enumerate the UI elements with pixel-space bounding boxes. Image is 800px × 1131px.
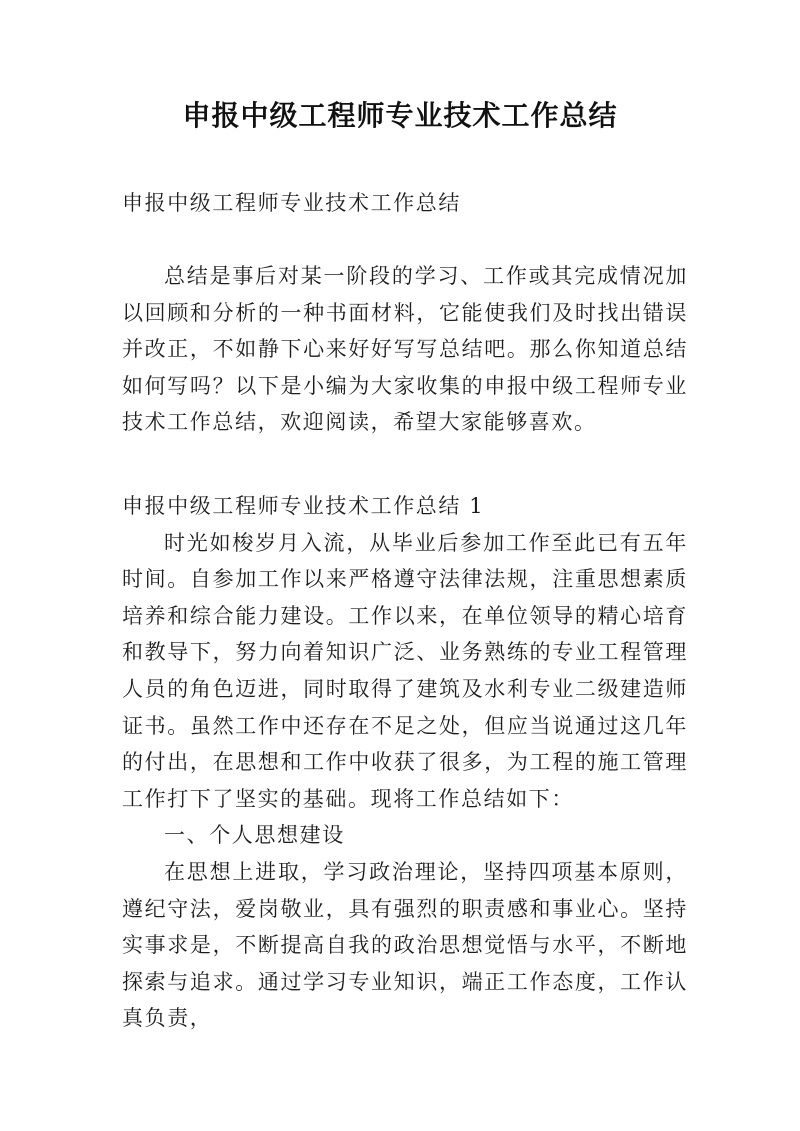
section-subheading: 一、个人思想建设	[164, 823, 345, 848]
intro-section	[122, 258, 688, 441]
document-title: 申报中级工程师专业技术工作总结	[182, 99, 618, 132]
section-paragraph-2: 在思想上进取，学习政治理论，坚持四项基本原则，遵纪守法，爱岗敬业，具有强烈的职责感和事业心。坚持实事求是，不断提高自我的政治思想觉悟与水平，不断地探索与追求。通过学习专业知识，端正工作态度，工作认真负责，	[122, 859, 688, 1031]
section-heading: 申报中级工程师专业技术工作总结 1	[122, 494, 485, 518]
intro-paragraph: 总结是事后对某一阶段的学习、工作或其完成情况加以回顾和分析的一种书面材料，它能使我们及时找出错误并改正，不如静下心来好好写写总结吧。那么你知道总结如何写吗？以下是小编为大家收集的申报中级工程师专业技术工作总结，欢迎阅读，希望大家能够喜欢。	[122, 264, 688, 435]
section-paragraph-1: 时光如梭岁月入流，从毕业后参加工作至此已有五年时间。自参加工作以来严格遵守法律法规，注重思想素质培养和综合能力建设。工作以来，在单位领导的精心培育和教导下，努力向着知识广泛、业务熟练的专业工程管理人员的角色迈进，同时取得了建筑及水利专业二级建造师证书。虽然工作中还存在不足之处，但应当说通过这几年的付出，在思想和工作中收获了很多，为工程的施工管理工作打下了坚实的基础。现将工作总结如下：	[122, 530, 688, 811]
document-subtitle	[122, 185, 688, 222]
subtitle-text: 申报中级工程师专业技术工作总结	[122, 191, 461, 215]
summary-section-1	[122, 488, 688, 1037]
